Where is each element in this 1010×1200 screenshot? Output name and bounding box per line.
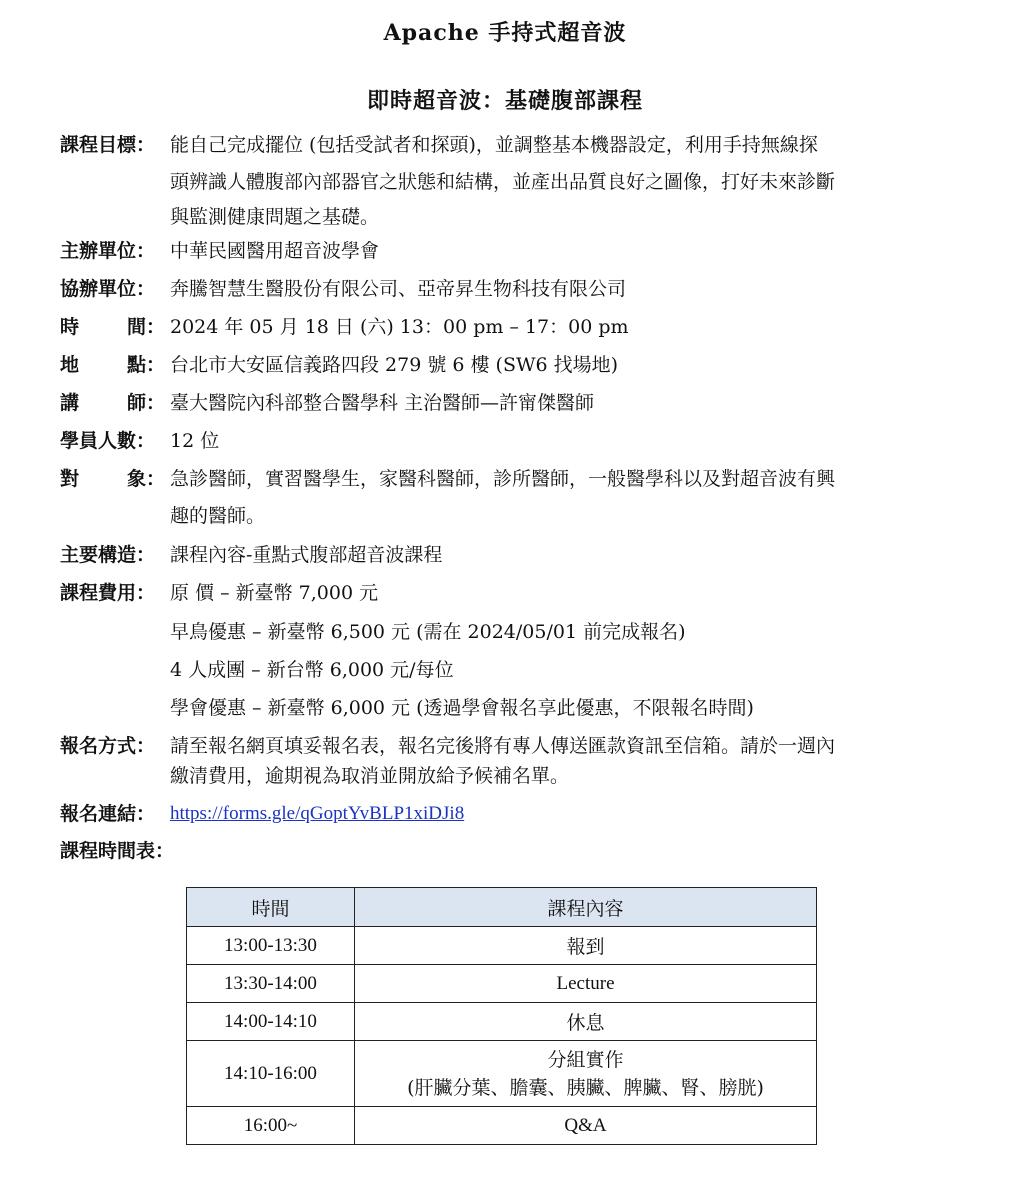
structure-label: 主要構造： — [60, 544, 156, 566]
fee-line-2: 早鳥優惠 – 新臺幣 6,500 元 (需在 2024/05/01 前完成報名) — [170, 621, 686, 643]
lecturer-label-a: 講 — [60, 392, 80, 414]
goal-line-2: 頭辨識人體腹部內部器官之狀態和結構，並產出品質良好之圖像，打好未來診斷 — [170, 171, 836, 193]
fee-label: 課程費用： — [60, 582, 156, 604]
goal-line-1: 能自己完成擺位 (包括受試者和探頭)，並調整基本機器設定，利用手持無線探 — [170, 134, 818, 156]
table-row — [187, 927, 817, 965]
schedule-header-content: 課程內容 — [355, 888, 817, 927]
place-value: 台北市大安區信義路四段 279 號 6 樓 (SW6 找場地) — [170, 354, 619, 376]
place-label-a: 地 — [60, 354, 80, 376]
audience-label-a: 對 — [60, 468, 80, 490]
time-value: 2024 年 05 月 18 日 (六) 13：00 pm – 17：00 pm — [170, 316, 629, 338]
schedule-content-line-1: 分組實作 — [547, 1048, 624, 1071]
place-label-b: 點： — [127, 354, 166, 376]
registration-label: 報名方式： — [60, 735, 156, 757]
schedule-content-cell: Lecture — [355, 965, 817, 1003]
schedule-header-row — [187, 888, 817, 927]
audience-line-2: 趣的醫師。 — [170, 505, 266, 527]
schedule-content-line-2: (肝臟分葉、膽囊、胰臟、脾臟、腎、膀胱) — [407, 1076, 764, 1099]
registration-link[interactable]: https://forms.gle/qGoptYvBLP1xiDJi8 — [170, 803, 465, 824]
schedule-content-cell: 休息 — [355, 1003, 817, 1041]
schedule-content-cell: 報到 — [355, 927, 817, 965]
capacity-label: 學員人數： — [60, 430, 156, 452]
link-label: 報名連結： — [60, 803, 156, 825]
schedule-time-cell: 13:00-13:30 — [187, 927, 355, 965]
co-organizer-label: 協辦單位： — [60, 278, 156, 300]
lecturer-value: 臺大醫院內科部整合醫學科 主治醫師—許甯傑醫師 — [170, 392, 595, 414]
table-row — [187, 1003, 817, 1041]
co-organizer-value: 奔騰智慧生醫股份有限公司、亞帝昇生物科技有限公司 — [170, 278, 627, 300]
schedule-content-cell — [355, 1041, 817, 1107]
table-row — [187, 1107, 817, 1145]
time-label-b: 間： — [127, 316, 166, 338]
capacity-value: 12 位 — [170, 430, 220, 452]
organizer-value: 中華民國醫用超音波學會 — [170, 240, 380, 262]
fee-line-4: 學會優惠 – 新臺幣 6,000 元 (透過學會報名享此優惠，不限報名時間) — [170, 697, 754, 719]
goal-label: 課程目標： — [60, 134, 156, 156]
fee-line-1: 原 價 – 新臺幣 7,000 元 — [170, 582, 379, 604]
time-label-a: 時 — [60, 316, 80, 338]
schedule-table — [186, 887, 817, 1145]
registration-line-2: 繳清費用，逾期視為取消並開放給予候補名單。 — [170, 765, 570, 787]
schedule-content-cell: Q&A — [355, 1107, 817, 1145]
schedule-time-cell: 13:30-14:00 — [187, 965, 355, 1003]
structure-value: 課程內容-重點式腹部超音波課程 — [170, 544, 443, 566]
document-title: Apache 手持式超音波 — [383, 20, 627, 46]
schedule-time-cell: 14:00-14:10 — [187, 1003, 355, 1041]
fee-line-3: 4 人成團 – 新台幣 6,000 元/每位 — [170, 659, 454, 681]
schedule-header-time: 時間 — [187, 888, 355, 927]
audience-label-b: 象： — [127, 468, 166, 490]
table-row — [187, 1041, 817, 1107]
schedule-time-cell: 16:00~ — [187, 1107, 355, 1145]
course-subtitle: 即時超音波：基礎腹部課程 — [366, 88, 643, 114]
table-row — [187, 965, 817, 1003]
schedule-time-cell: 14:10-16:00 — [187, 1041, 355, 1107]
lecturer-label-b: 師： — [127, 392, 166, 414]
audience-line-1: 急診醫師，實習醫學生，家醫科醫師，診所醫師，一般醫學科以及對超音波有興 — [170, 468, 836, 490]
goal-line-3: 與監測健康問題之基礎。 — [170, 206, 380, 228]
schedule-label: 課程時間表： — [60, 840, 175, 862]
registration-line-1: 請至報名網頁填妥報名表，報名完後將有專人傳送匯款資訊至信箱。請於一週內 — [170, 735, 836, 757]
organizer-label: 主辦單位： — [60, 240, 156, 262]
